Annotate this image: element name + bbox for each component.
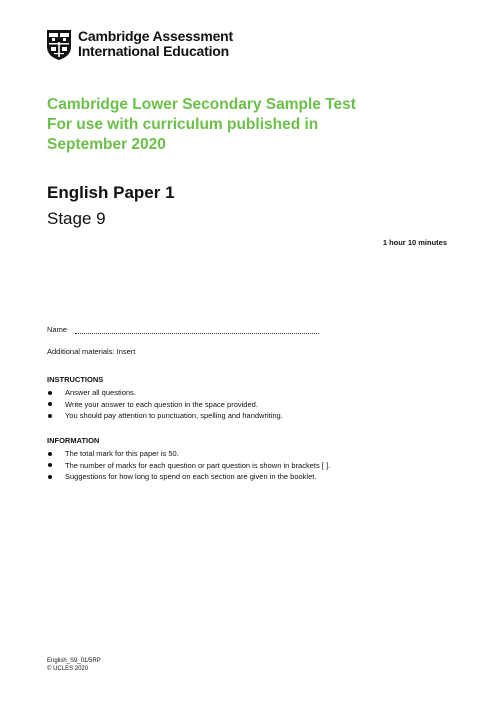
paper-code: English_S9_01/5RP: [47, 658, 101, 664]
title-line-3: September 2020: [47, 136, 166, 153]
bullet-icon: [48, 414, 52, 418]
list-item: Write your answer to each question in the space provided.: [47, 399, 457, 411]
list-item: The number of marks for each question or part question is shown in brackets [ ].: [47, 460, 457, 472]
duration-label: 1 hour 10 minutes: [382, 238, 447, 247]
bullet-icon: [48, 391, 52, 395]
information-heading: INFORMATION: [47, 436, 100, 445]
list-item: Suggestions for how long to spend on each section are given in the booklet.: [47, 471, 457, 483]
instructions-section: [47, 375, 457, 422]
cambridge-crest-icon: [46, 29, 72, 61]
copyright-notice: © UCLES 2020: [47, 665, 89, 672]
information-section: [47, 436, 457, 483]
logo-line-2: International Education: [78, 43, 229, 59]
list-item: The total mark for this paper is 50.: [47, 448, 457, 460]
list-item: You should pay attention to punctuation, spelling and handwriting.: [47, 410, 457, 422]
paper-title: English Paper 1: [47, 183, 175, 202]
name-field-row: [47, 325, 319, 334]
title-line-1: Cambridge Lower Secondary Sample Test: [47, 96, 356, 113]
logo-line-1: Cambridge Assessment: [78, 28, 233, 44]
additional-materials: Additional materials: Insert: [47, 347, 136, 356]
list-item: Answer all questions.: [47, 387, 457, 399]
bullet-icon: [48, 452, 52, 456]
title-line-2: For use with curriculum published in: [47, 116, 319, 133]
bullet-icon: [48, 475, 52, 479]
bullet-icon: [48, 463, 52, 467]
name-label: Name: [47, 325, 68, 334]
name-entry-line[interactable]: [75, 325, 319, 334]
instructions-heading: INSTRUCTIONS: [47, 375, 104, 384]
bullet-icon: [48, 402, 52, 406]
page-footer: [47, 658, 101, 673]
test-title: [47, 95, 447, 155]
stage-label: Stage 9: [47, 209, 106, 228]
cambridge-logo: [46, 29, 246, 63]
